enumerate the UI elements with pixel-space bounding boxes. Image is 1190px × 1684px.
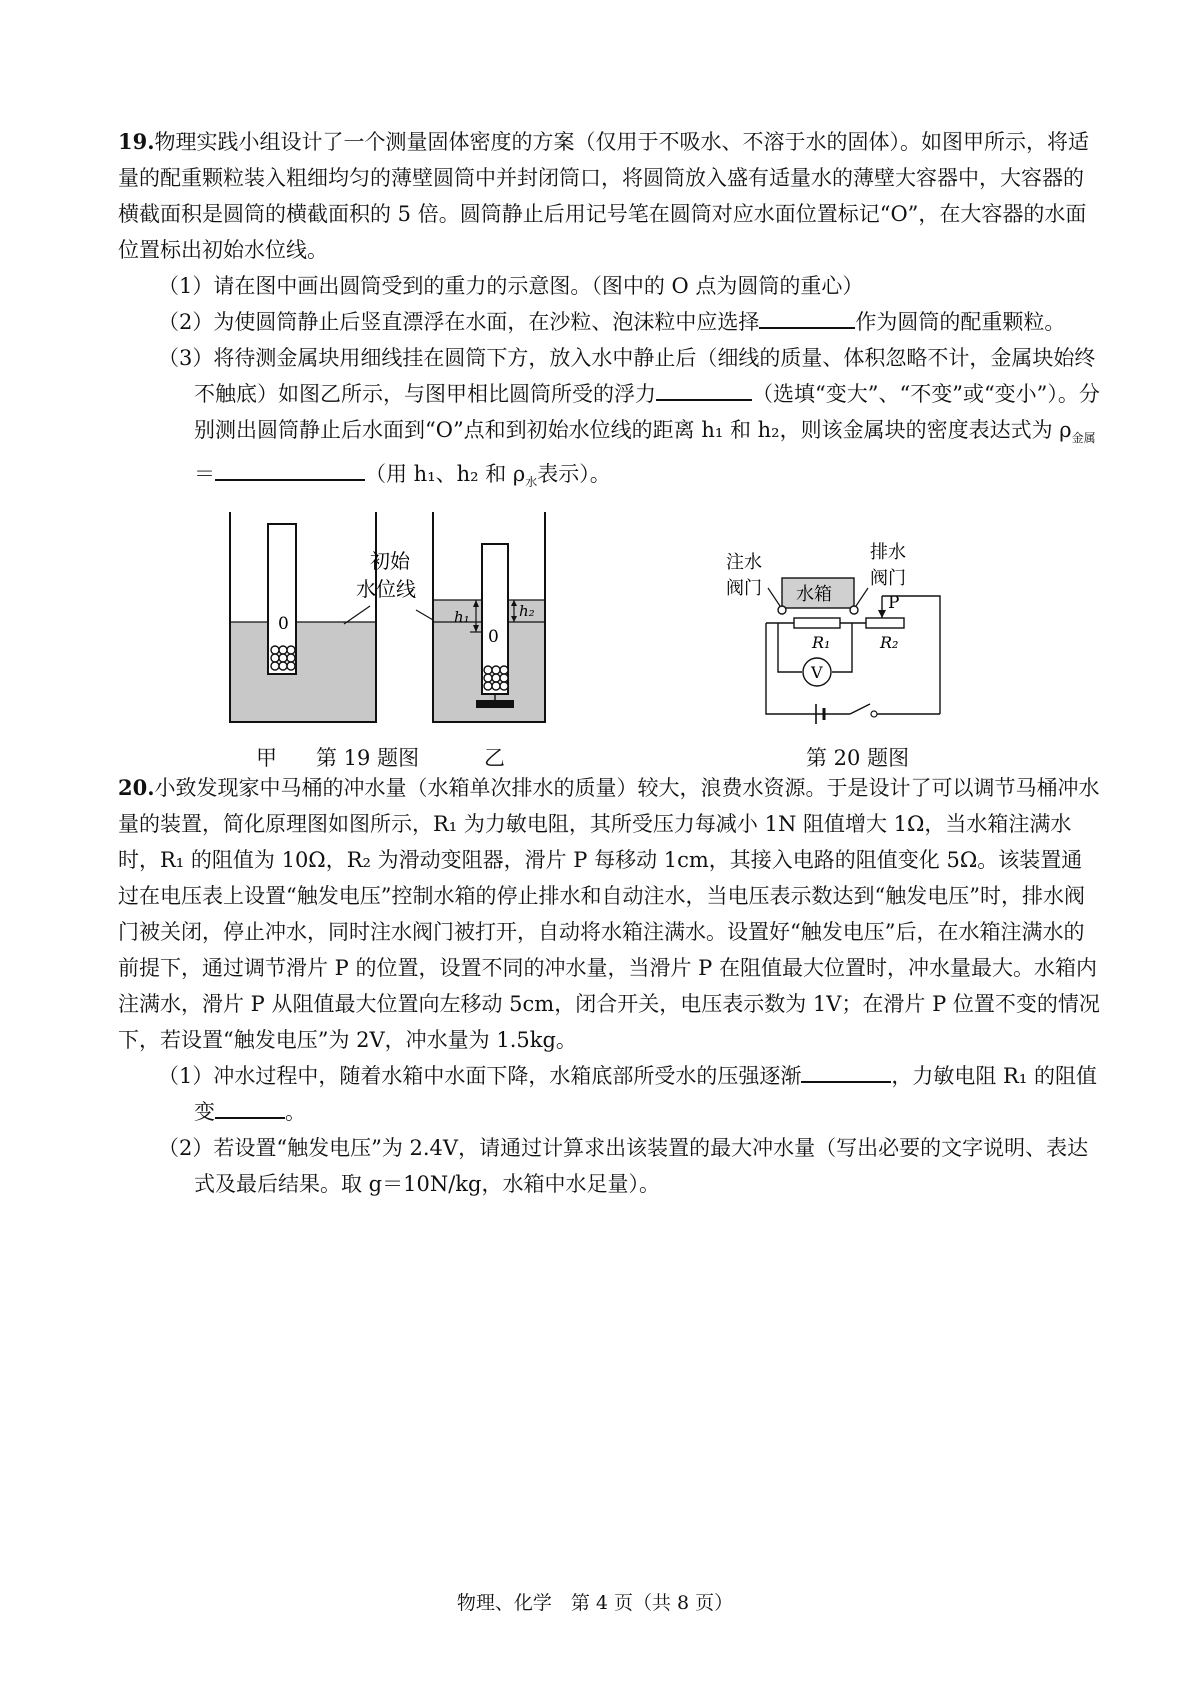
- sub-question-text: 作为圆筒的配重颗粒。: [855, 310, 1066, 334]
- page-footer: 物理、化学 第 4 页（共 8 页）: [456, 1592, 734, 1614]
- subscript: 水: [525, 475, 538, 490]
- mark-o: 0: [278, 614, 289, 634]
- subscript: 金属: [1071, 431, 1096, 446]
- label-outlet-valve: 阀门: [870, 568, 906, 589]
- label-h1: h₁: [454, 608, 470, 626]
- label-r1: R₁: [812, 633, 831, 652]
- sub-question-text: ＝: [194, 462, 215, 487]
- label-waterline: 水位线: [356, 577, 416, 601]
- water-fill: [230, 622, 376, 722]
- label-p: P: [888, 593, 900, 613]
- label-leader: [344, 606, 370, 624]
- figure-19-yi: [430, 510, 560, 740]
- question-stem: 物理实践小组设计了一个测量固体密度的方案（仅用于不吸水、不溶于水的固体）。如图甲所示，将适量的配重颗粒装入粗细均匀的薄壁圆筒中并封闭筒口，将圆筒放入盛有适量水的薄壁大容器中，大容器的横截面积是圆筒的横截面积的 5 倍。圆筒静止后用记号笔在圆筒对应水面位置标记“O”，在大容器的水面位置标出初始水位线。: [118, 130, 1090, 262]
- answer-blank[interactable]: [801, 1061, 891, 1083]
- weight-particles: [484, 666, 508, 690]
- caption-19: 第 19 题图: [316, 746, 420, 770]
- sub-question-1: （1）请在图中画出圆筒受到的重力的示意图。（图中的 O 点为圆筒的重心）: [158, 274, 864, 298]
- mark-o: 0: [488, 627, 499, 647]
- question-stem: 小致发现家中马桶的冲水量（水箱单次排水的质量）较大，浪费水资源。于是设计了可以调节马桶冲水量的装置，简化原理图如图所示，R₁ 为力敏电阻，其所受压力每减小 1N 阻值增大 1Ω，当水箱注满水时，R₁ 的阻值为 10Ω，R₂ 为滑动变阻器，滑片 P 每移动 1cm，其接入电路的阻值变化 5Ω。该装置通过在电压表上设置“触发电压”控制水箱的停止排水和自动注水，当电压表示数达到“触发电压”时，排水阀门被关闭，停止冲水，同时注水阀门被打开，自动将水箱注满水。设置好“触发电压”后，在水箱注满水的前提下，通过调节滑片 P 的位置，设置不同的冲水量，当滑片 P 在阻值最大位置时，冲水量最大。水箱内注满水，滑片 P 从阻值最大位置向左移动 5cm，闭合开关，电压表示数为 1V；在滑片 P 位置不变的情况下，若设置“触发电压”为 2V，冲水量为 1.5kg。: [118, 776, 1100, 1052]
- question-number: 20.: [118, 775, 155, 800]
- question-19: [118, 124, 1103, 500]
- sub-question-text: ，力敏电阻 R₁ 的阻值变: [194, 1064, 1097, 1124]
- resistor-r1: [794, 618, 840, 628]
- outlet-valve: [850, 606, 858, 614]
- caption-yi: 乙: [484, 746, 505, 770]
- sub-question-2: [158, 304, 1103, 340]
- sub-question-text: （用 h₁、h₂ 和 ρ: [365, 462, 526, 487]
- sub-question-text: （3）将待测金属块用细线挂在圆筒下方，放入水中静止后（细线的质量、体积忽略不计，金属块始终不触底）如图乙所示，与图甲相比圆筒所受的浮力: [158, 346, 1096, 406]
- sub-question-text: （1）冲水过程中，随着水箱中水面下降，水箱底部所受水的压强逐渐: [158, 1064, 802, 1088]
- label-leader: [856, 588, 868, 606]
- figure-20: [720, 538, 950, 738]
- sub-question-3: [158, 340, 1103, 500]
- metal-block: [476, 700, 514, 708]
- answer-blank[interactable]: [215, 459, 365, 481]
- wire: [832, 623, 852, 672]
- wire: [778, 623, 802, 672]
- sub-question-text: （2）为使圆筒静止后竖直漂浮在水面，在沙粒、泡沫粒中应选择: [158, 310, 760, 334]
- label-outlet: 排水: [870, 542, 906, 563]
- caption-jia: 甲: [256, 746, 277, 770]
- question-20: [118, 770, 1103, 1202]
- wire: [882, 596, 940, 714]
- sub-question-1: [158, 1058, 1103, 1130]
- label-v: V: [811, 663, 823, 682]
- label-inlet-valve: 阀门: [726, 578, 762, 599]
- inlet-valve: [778, 606, 786, 614]
- label-h2: h₂: [519, 602, 535, 620]
- answer-blank[interactable]: [215, 1097, 285, 1119]
- switch: [850, 704, 870, 714]
- sub-question-2: （2）若设置“触发电压”为 2.4V，请通过计算求出该装置的最大冲水量（写出必要的文字说明、表达式及最后结果。取 g＝10N/kg，水箱中水足量）。: [158, 1136, 1089, 1196]
- sub-question-text: （选填“变大”、“不变”或“变小”）。分别测出圆筒静止后水面到“O”点和到初始水位线的距离 h₁ 和 h₂，则该金属块的密度表达式为 ρ: [194, 382, 1100, 442]
- label-inlet: 注水: [726, 552, 762, 573]
- slider-arrow: [878, 610, 886, 618]
- sub-question-text: 。: [285, 1100, 306, 1124]
- label-initial: 初始: [370, 549, 410, 573]
- sub-question-text: 表示）。: [537, 462, 611, 487]
- caption-20: 第 20 题图: [806, 746, 910, 770]
- question-number: 19.: [118, 129, 155, 154]
- answer-blank[interactable]: [656, 379, 752, 401]
- weight-particles: [271, 646, 295, 670]
- label-r2: R₂: [880, 633, 899, 652]
- label-leader: [768, 588, 780, 606]
- resistor-r2: [866, 618, 904, 628]
- switch-contact: [871, 711, 877, 717]
- answer-blank[interactable]: [759, 307, 855, 329]
- label-tank: 水箱: [796, 584, 832, 605]
